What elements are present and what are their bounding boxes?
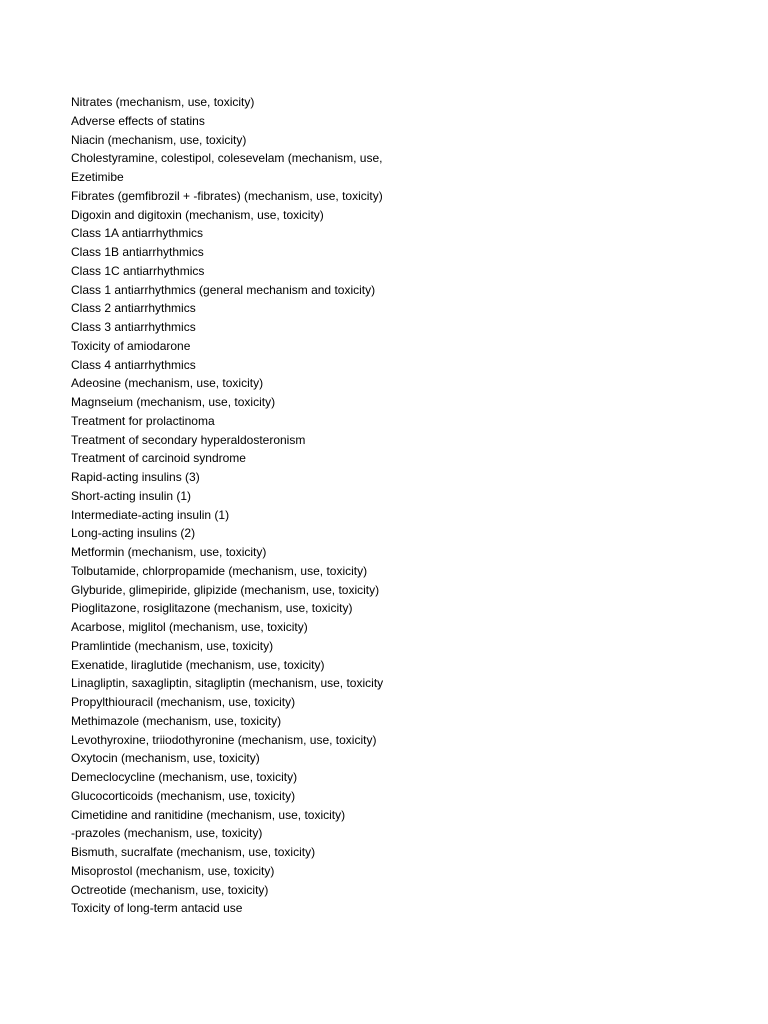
list-item: Methimazole (mechanism, use, toxicity) — [71, 713, 282, 728]
list-item: Adverse effects of statins — [71, 113, 205, 128]
list-item: Linagliptin, saxagliptin, sitagliptin (mechanism, use, toxicity — [71, 676, 384, 691]
list-item: Pioglitazone, rosiglitazone (mechanism, use, toxicity) — [71, 601, 353, 616]
list-item: Rapid-acting insulins (3) — [71, 470, 200, 484]
list-item: Digoxin and digitoxin (mechanism, use, toxicity) — [71, 207, 324, 222]
list-item: Treatment of carcinoid syndrome — [71, 451, 246, 466]
list-item: Tolbutamide, chlorpropamide (mechanism, use, toxicity) — [71, 563, 368, 578]
list-item: Toxicity of long-term antacid use — [71, 901, 243, 916]
list-item: Niacin (mechanism, use, toxicity) — [71, 132, 247, 147]
list-item: Octreotide (mechanism, use, toxicity) — [71, 882, 269, 897]
list-item: Exenatide, liraglutide (mechanism, use, toxicity) — [71, 657, 325, 672]
list-item: Class 1A antiarrhythmics — [71, 226, 204, 241]
list-item: Treatment for prolactinoma — [71, 413, 215, 428]
list-item: Fibrates (gemfibrozil + -fibrates) (mechanism, use, toxicity) — [71, 188, 383, 203]
list-item: Class 1 antiarrhythmics (general mechanism and toxicity) — [71, 282, 376, 297]
list-item: Glucocorticoids (mechanism, use, toxicity) — [71, 788, 296, 803]
list-item: Nitrates (mechanism, use, toxicity) — [71, 95, 255, 109]
list-item: Metformin (mechanism, use, toxicity) — [71, 545, 267, 559]
list-item: Oxytocin (mechanism, use, toxicity) — [71, 751, 260, 766]
list-item: Cholestyramine, colestipol, colesevelam (mechanism, use, — [71, 151, 383, 166]
list-item: Class 1C antiarrhythmics — [71, 263, 205, 278]
list-item: Bismuth, sucralfate (mechanism, use, toxicity) — [71, 845, 316, 859]
list-item: Pramlintide (mechanism, use, toxicity) — [71, 638, 274, 653]
list-item: Glyburide, glimepiride, glipizide (mechanism, use, toxicity) — [71, 582, 380, 597]
list-item: Short-acting insulin (1) — [71, 488, 192, 503]
list-item: -prazoles (mechanism, use, toxicity) — [71, 826, 263, 841]
list-item: Acarbose, miglitol (mechanism, use, toxicity) — [71, 620, 308, 634]
list-item: Long-acting insulins (2) — [71, 526, 196, 541]
list-item: Treatment of secondary hyperaldosteronism — [71, 432, 306, 447]
list-item: Toxicity of amiodarone — [71, 338, 191, 353]
list-item: Intermediate-acting insulin (1) — [71, 507, 230, 522]
list-item: Ezetimibe — [71, 170, 124, 184]
list-item: Class 2 antiarrhythmics — [71, 301, 196, 316]
list-item: Magnseium (mechanism, use, toxicity) — [71, 395, 276, 409]
spreadsheet-column — [71, 93, 400, 918]
list-item: Levothyroxine, triiodothyronine (mechanism, use, toxicity) — [71, 732, 377, 747]
list-item: Class 4 antiarrhythmics — [71, 357, 196, 372]
list-item: Class 3 antiarrhythmics — [71, 320, 196, 334]
list-item: Demeclocycline (mechanism, use, toxicity) — [71, 770, 298, 784]
list-item: Cimetidine and ranitidine (mechanism, use, toxicity) — [71, 807, 346, 822]
list-item: Class 1B antiarrhythmics — [71, 245, 204, 259]
list-item: Propylthiouracil (mechanism, use, toxicity) — [71, 695, 296, 709]
list-item: Adeosine (mechanism, use, toxicity) — [71, 376, 264, 391]
list-item: Misoprostol (mechanism, use, toxicity) — [71, 863, 275, 878]
